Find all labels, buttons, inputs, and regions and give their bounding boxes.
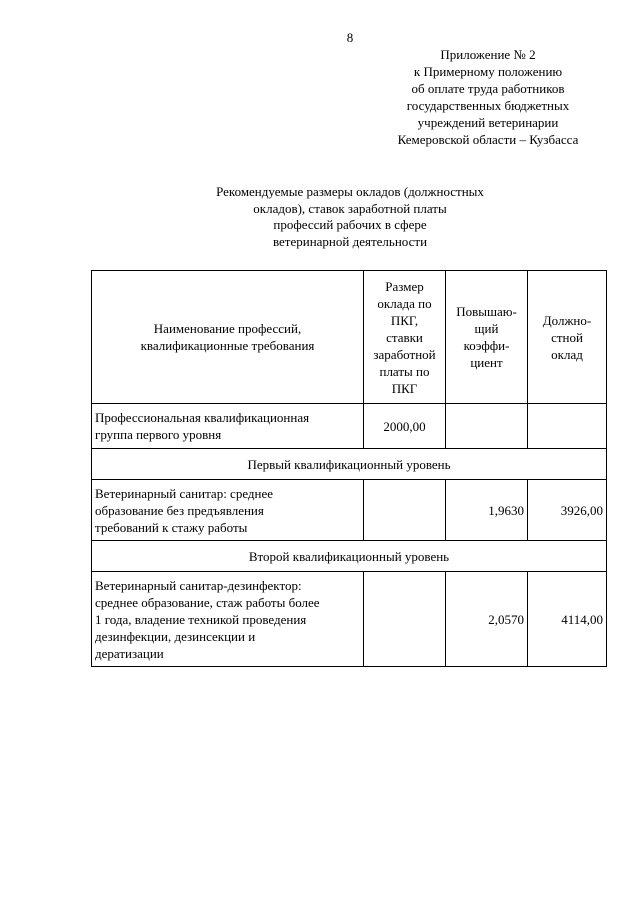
table-row-position xyxy=(92,572,607,667)
header-ppg-salary: Размер оклада по ПКГ, ставки заработной платы по ПКГ xyxy=(364,271,446,404)
position-ppg-cell xyxy=(364,480,446,541)
appendix-line: к Примерному положению xyxy=(413,64,563,79)
title-line: профессий рабочих в сфере xyxy=(273,217,427,232)
level-title-cell: Первый квалификационный уровень xyxy=(92,449,607,480)
level-title-cell: Второй квалификационный уровень xyxy=(92,541,607,572)
salary-table xyxy=(91,270,607,667)
appendix-line: Приложение № 2 xyxy=(440,47,536,62)
appendix-line: Кемеровской области – Кузбасса xyxy=(397,132,579,147)
document-title xyxy=(160,184,540,250)
group-coef-cell xyxy=(446,404,528,449)
table-row-level xyxy=(92,449,607,480)
appendix-line: государственных бюджетных xyxy=(406,98,570,113)
table-row-level xyxy=(92,541,607,572)
header-profession-name: Наименование профессий, квалификационные требования xyxy=(92,271,364,404)
position-salary-cell: 3926,00 xyxy=(528,480,607,541)
position-name-cell: Ветеринарный санитар-дезинфектор: среднее образование, стаж работы более 1 года, владение техникой проведения дезинфекции, дезинсекции и дератизации xyxy=(92,572,364,667)
header-coefficient: Повышаю- щий коэффи- циент xyxy=(446,271,528,404)
appendix-header xyxy=(370,46,606,148)
position-name-cell: Ветеринарный санитар: среднее образование без предъявления требований к стажу работы xyxy=(92,480,364,541)
group-ppg-cell: 2000,00 xyxy=(364,404,446,449)
group-salary-cell xyxy=(528,404,607,449)
title-line: Рекомендуемые размеры окладов (должностных xyxy=(216,184,484,199)
position-coef-cell: 1,9630 xyxy=(446,480,528,541)
group-name-cell: Профессиональная квалификационная группа первого уровня xyxy=(92,404,364,449)
page-number: 8 xyxy=(346,30,354,45)
title-line: окладов), ставок заработной платы xyxy=(253,200,447,216)
table-row-group xyxy=(92,404,607,449)
header-official-salary: Должно- стной оклад xyxy=(528,271,607,404)
appendix-line: учреждений ветеринарии xyxy=(417,115,559,130)
appendix-line: об оплате труда работников xyxy=(411,81,565,96)
table-header-row xyxy=(92,271,607,404)
position-ppg-cell xyxy=(364,572,446,667)
title-line: ветеринарной деятельности xyxy=(272,233,428,249)
position-salary-cell: 4114,00 xyxy=(528,572,607,667)
table-row-position xyxy=(92,480,607,541)
position-coef-cell: 2,0570 xyxy=(446,572,528,667)
